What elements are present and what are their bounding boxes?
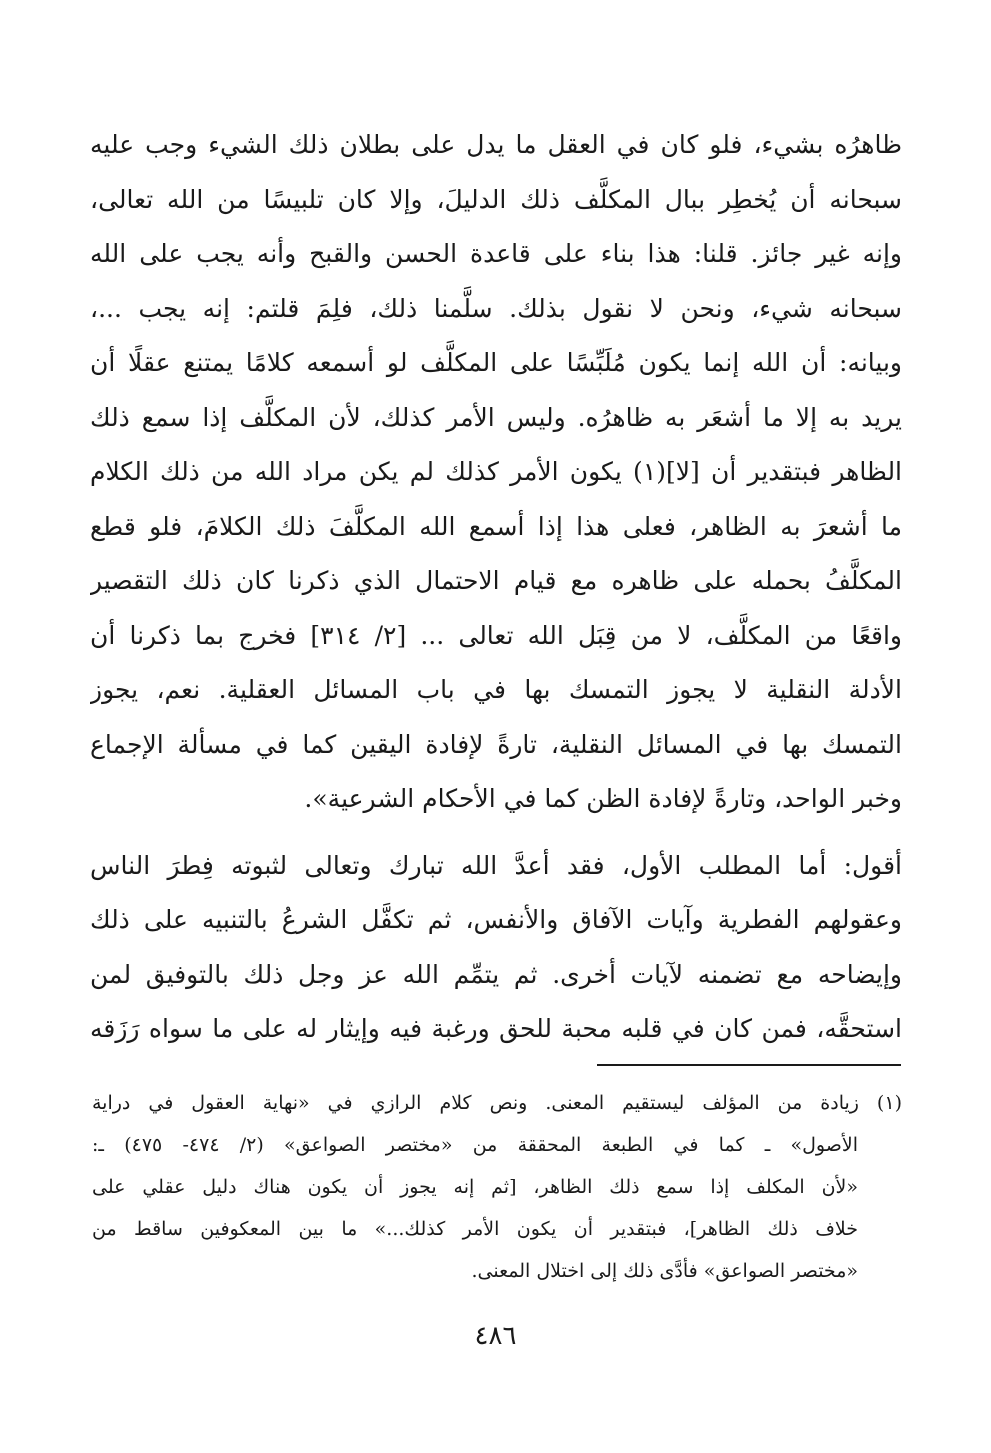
text-line: ما أشعرَ به الظاهر، فعلى هذا إذا أسمع الله المكلَّفَ ذلك الكلامَ، فلو قطع — [90, 511, 902, 541]
main-text-block — [90, 118, 902, 1057]
text-line: وعقولهم الفطرية وآيات الآفاق والأنفس، ثم تكفَّل الشرعُ بالتنبيه على ذلك — [90, 905, 902, 934]
text-line: واقعًا من المكلَّف، لا من قِبَل الله تعالى ... [٢/ ٣١٤] فخرج بما ذكرنا أن — [90, 620, 902, 650]
footnote-line: «مختصر الصواعق» فأدَّى ذلك إلى اختلال المعنى. — [471, 1260, 858, 1282]
text-line: وخبر الواحد، وتارةً لإفادة الظن كما في الأحكام الشرعية». — [304, 784, 902, 813]
footnote-line: الأصول» ـ كما في الطبعة المحققة من «مختصر الصواعق» (٢/ ٤٧٤- ٤٧٥) ـ: — [92, 1134, 858, 1156]
text-line: سبحانه أن يُخطِر ببال المكلَّف ذلك الدليلَ، وإلا كان تلبيسًا من الله تعالى، — [90, 184, 902, 214]
text-line: وإيضاحه مع تضمنه لآيات أخرى. ثم يتمِّم الله عز وجل ذلك بالتوفيق لمن — [90, 959, 902, 989]
paragraph-gap — [90, 827, 902, 839]
footnote-line: (١) زيادة من المؤلف ليستقيم المعنى. ونص كلام الرازي في «نهاية العقول في دراية — [92, 1092, 902, 1114]
text-line: وإنه غير جائز. قلنا: هذا بناء على قاعدة الحسن والقبح وأنه يجب على الله — [90, 239, 902, 268]
text-line: استحقَّه، فمن كان في قلبه محبة للحق ورغبة فيه وإيثار له على ما سواه رَزَقه — [90, 1014, 902, 1043]
text-line: الظاهر فبتقدير أن [لا](١) يكون الأمر كذلك لم يكن مراد الله من ذلك الكلام — [90, 457, 902, 486]
text-line: يريد به إلا ما أشعَر به ظاهرُه. وليس الأمر كذلك، لأن المكلَّف إذا سمع ذلك — [90, 402, 902, 432]
text-line: وبيانه: أن الله إنما يكون مُلَبِّسًا على المكلَّف لو أسمعه كلامًا يمتنع عقلًا أن — [90, 348, 902, 377]
text-line: سبحانه شيء، ونحن لا نقول بذلك. سلَّمنا ذلك، فلِمَ قلتم: إنه يجب ...، — [90, 293, 902, 323]
footnote-line: «لأن المكلف إذا سمع ذلك الظاهر، [ثم إنه يجوز أن يكون هناك دليل عقلي على — [92, 1176, 858, 1198]
text-line: ظاهرُه بشيء، فلو كان في العقل ما يدل على بطلان ذلك الشيء وجب عليه — [90, 130, 902, 159]
text-line: التمسك بها في المسائل النقلية، تارةً لإفادة اليقين كما في مسألة الإجماع — [90, 729, 902, 759]
text-line: الأدلة النقلية لا يجوز التمسك بها في باب المسائل العقلية. نعم، يجوز — [90, 675, 902, 704]
footnote-divider — [597, 1064, 901, 1066]
page-number: ٤٨٦ — [474, 1321, 517, 1351]
text-line: المكلَّفُ بحمله على ظاهره مع قيام الاحتمال الذي ذكرنا كان ذلك التقصير — [90, 566, 902, 595]
footnote-line: خلاف ذلك الظاهر]، فبتقدير أن يكون الأمر كذلك...» ما بين المعكوفين ساقط من — [92, 1218, 858, 1240]
text-line: أقول: أما المطلب الأول، فقد أعدَّ الله تبارك وتعالى لثبوته فِطرَ الناس — [90, 850, 902, 880]
footnotes-block — [92, 1082, 902, 1292]
